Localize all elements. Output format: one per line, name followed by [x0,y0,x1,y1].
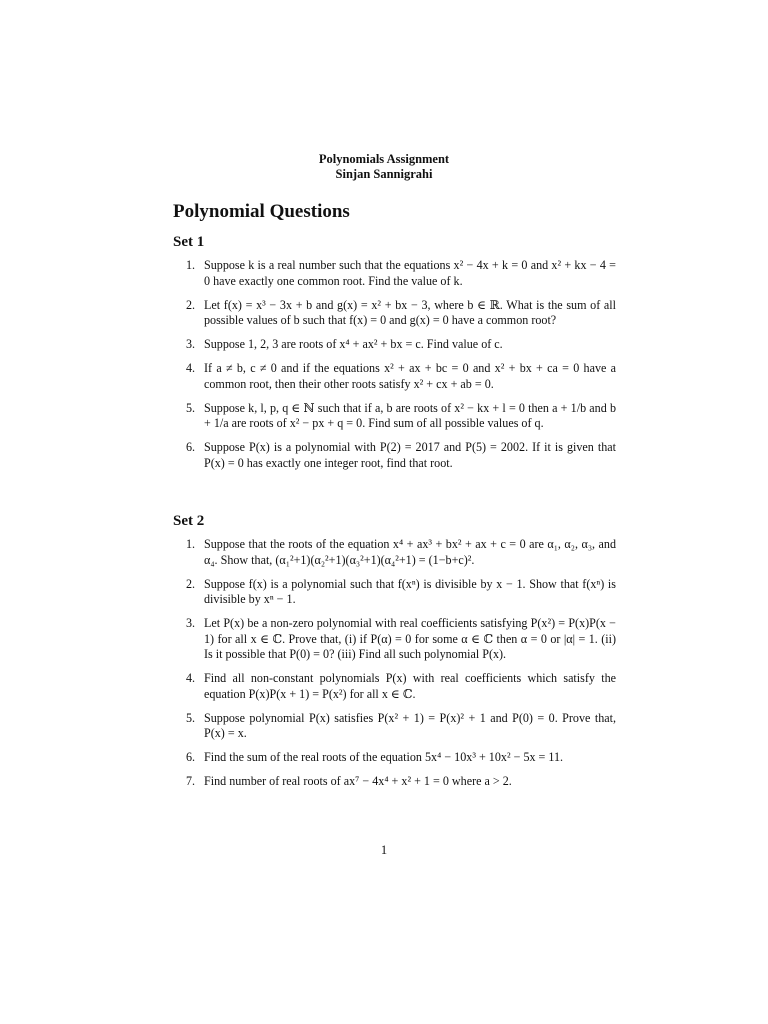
question-number: 7. [186,774,196,788]
question-text: Find all non-constant polynomials P(x) with real coefficients which satisfy the equation P(x)P(x + 1) = P(x²) for all x ∈ ℂ. [204,671,616,701]
set-2-title: Set 2 [173,513,205,529]
question-text: Suppose k is a real number such that the equations x² − 4x + k = 0 and x² + kx − 4 = 0 have exactly one common root. Find the value of k. [204,258,616,288]
question-item [173,298,616,329]
question-text: Suppose k, l, p, q ∈ ℕ such that if a, b are roots of x² − kx + l = 0 then a + 1/b and b + 1/a are roots of x² − px + q = 0. Find sum of all possible values of q. [204,400,616,430]
question-number: 1. [186,258,196,272]
question-item [173,258,616,289]
question-item [173,401,616,432]
question-number: 2. [186,297,196,312]
question-number: 1. [186,537,196,551]
question-text: If a ≠ b, c ≠ 0 and if the equations x² + ax + bc = 0 and x² + bx + ca = 0 have a common root, then their other roots satisfy x² + cx + ab = 0. [204,361,616,391]
question-item [173,537,616,568]
question-item [173,750,616,766]
section-title: Polynomial Questions [173,201,350,222]
question-text: Suppose P(x) is a polynomial with P(2) = 2017 and P(5) = 2002. If it is given that P(x) = 0 has exactly one integer root, find that root. [204,440,616,470]
set-1-question-list [173,258,616,480]
question-number: 2. [186,576,196,591]
question-number: 3. [186,337,196,351]
question-number: 6. [186,750,196,764]
question-item [173,361,616,392]
question-number: 5. [186,710,196,725]
document-title: Polynomials Assignment [318,152,450,166]
set-1-title: Set 1 [173,234,205,250]
set-2-question-list [173,537,616,798]
document-header [0,152,768,182]
question-number: 6. [186,440,196,454]
question-item [173,616,616,663]
question-item [173,711,616,742]
question-text: Suppose polynomial P(x) satisfies P(x² + 1) = P(x)² + 1 and P(0) = 0. Prove that, P(x) = x. [204,710,616,740]
question-item [173,577,616,608]
page-number: 1 [380,843,388,857]
question-item [173,774,616,790]
question-item [173,440,616,471]
question-text: Suppose f(x) is a polynomial such that f(xⁿ) is divisible by x − 1. Show that f(xⁿ) is divisible by xⁿ − 1. [204,576,616,606]
question-number: 4. [186,361,196,375]
question-text: Let f(x) = x³ − 3x + b and g(x) = x² + bx − 3, where b ∈ ℝ. What is the sum of all possible values of b such that f(x) = 0 and g(x) = 0 have a common root? [204,297,616,327]
question-number: 3. [186,616,196,630]
question-text: Find the sum of the real roots of the equation 5x⁴ − 10x³ + 10x² − 5x = 11. [204,750,564,764]
question-item [173,337,616,353]
question-text: Suppose that the roots of the equation x⁴ + ax³ + bx² + ax + c = 0 are α₁, α₂, α₃, and α₄. Show that, (α₁²+1)(α₂²+1)(α₃²+1)(α₄²+1) = (1−b+c)². [204,537,616,567]
question-text: Let P(x) be a non-zero polynomial with real coefficients satisfying P(x²) = P(x)P(x − 1) for all x ∈ ℂ. Prove that, (i) if P(α) = 0 for some α ∈ ℂ then α = 0 or |α| = 1. (ii) Is it possible that P(0) = 0? (iii) Find all such polynomial P(x). [204,616,616,661]
document-author: Sinjan Sannigrahi [335,167,433,181]
question-item [173,671,616,702]
question-text: Find number of real roots of ax⁷ − 4x⁴ + x² + 1 = 0 where a > 2. [204,774,512,788]
question-text: Suppose 1, 2, 3 are roots of x⁴ + ax² + bx = c. Find value of c. [204,337,503,351]
question-number: 5. [186,400,196,415]
question-number: 4. [186,671,196,685]
